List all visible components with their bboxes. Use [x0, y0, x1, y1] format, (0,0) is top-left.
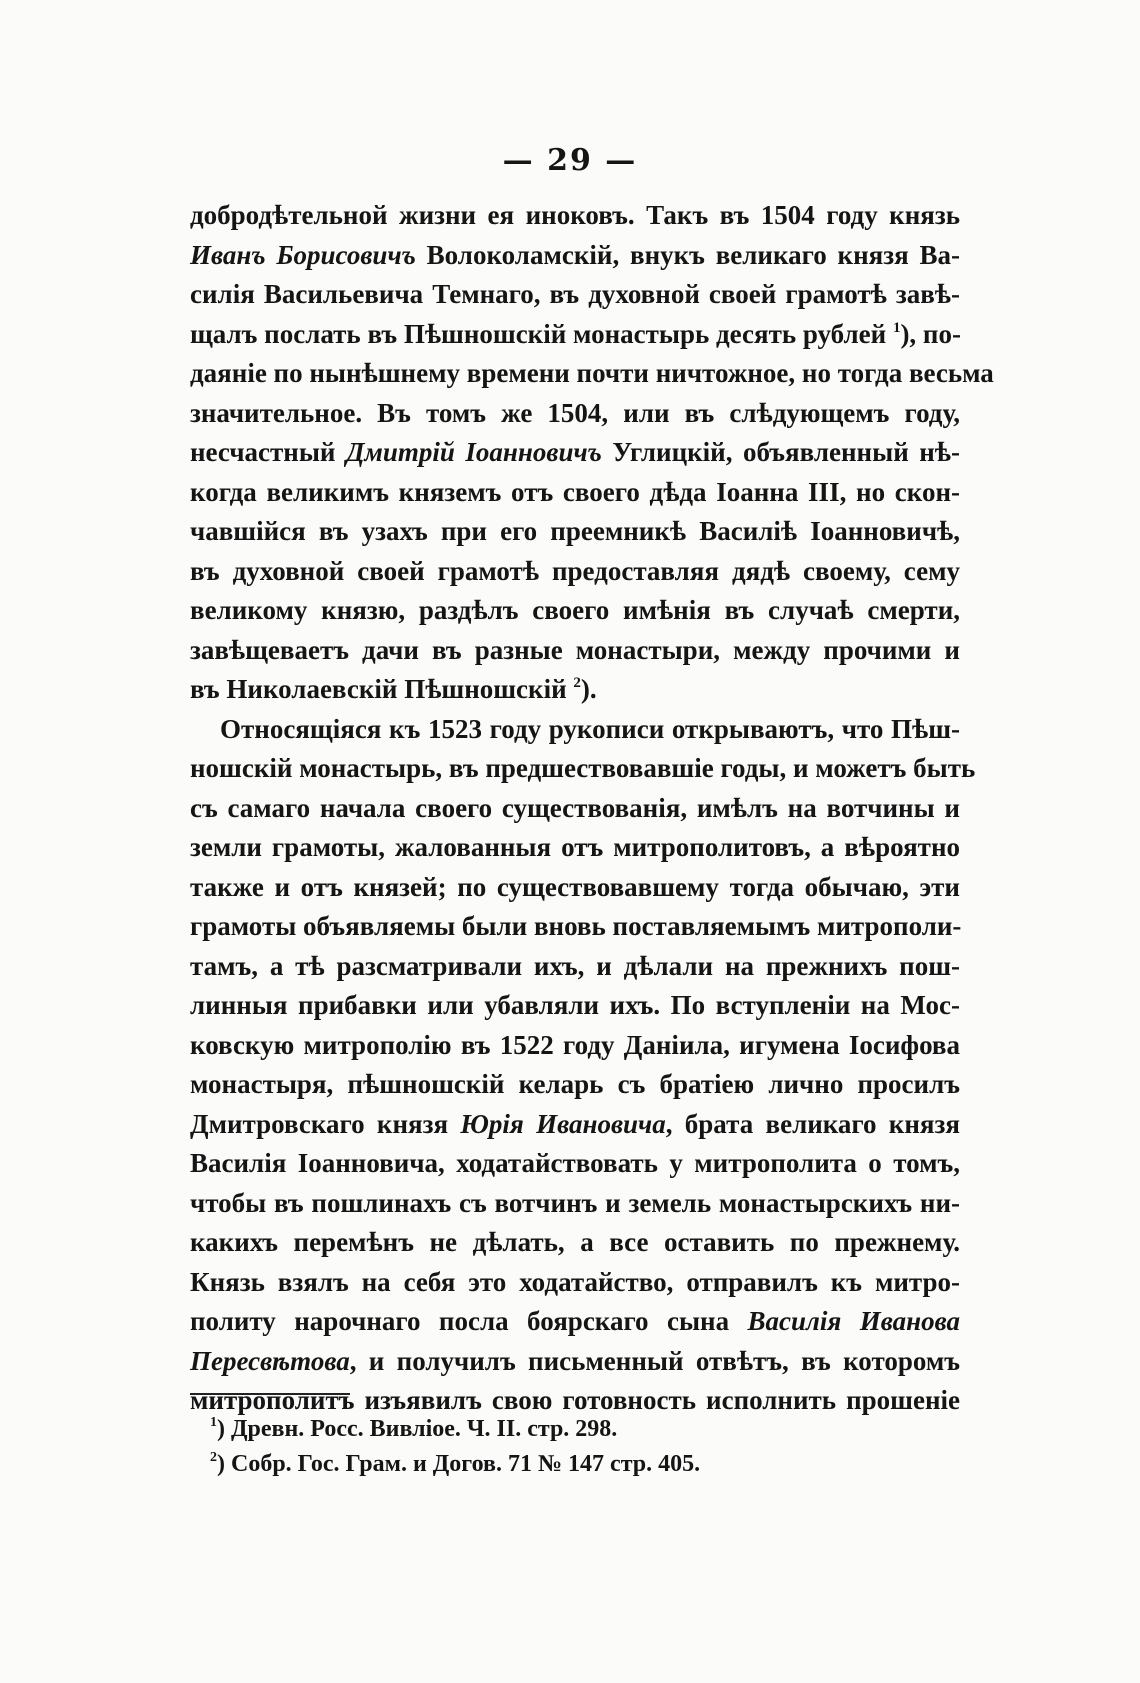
footnotes [210, 1412, 700, 1482]
text-line: силія Васильевича Темнаго, въ духовной своей грамотѣ завѣ- [190, 279, 960, 309]
footnote-divider [190, 1393, 350, 1395]
text-line: даяніе по нынѣшнему времени почти ничтожное, но тогда весьма [190, 358, 994, 388]
footnote: $^1$) Древн. Росс. Вивліое. Ч. II. стр. 298. [210, 1415, 618, 1442]
footnote-mark: 1 [210, 1415, 217, 1430]
text-line: въ духовной своей грамотѣ предоставляя дядѣ своему, сему [190, 555, 960, 586]
text-line: тамъ, а тѣ разсматривали ихъ, и дѣлали на прежнихъ пош- [190, 950, 960, 981]
text-line: Дмитровскаго князя Юрія Ивановича, брата великаго князя [190, 1108, 960, 1139]
text-line: Иванъ Борисовичъ Волоколамскій, внукъ великаго князя Ва- [190, 239, 960, 270]
text-line: завѣщеваетъ дачи въ разные монастыри, между прочими и [190, 634, 960, 665]
text-line: политу нарочнаго посла боярскаго сына Василія Иванова [190, 1306, 960, 1336]
footnote-ref[interactable]: 2 [573, 675, 581, 691]
person-name: Пересвѣтова [190, 1345, 350, 1376]
text-line: когда великимъ княземъ отъ своего дѣда Іоанна III, но скон- [190, 476, 960, 507]
page-number: — 29 — [502, 143, 638, 178]
text-line: чавшійся въ узахъ при его преемникѣ Василіѣ Іоанновичѣ, [190, 516, 960, 546]
person-name: Иванъ Борисовичъ [190, 239, 416, 270]
person-name: Василія Иванова [747, 1306, 960, 1336]
body-text [190, 196, 994, 1421]
footnote-mark: 2 [210, 1450, 217, 1465]
text-line: чтобы въ пошлинахъ съ вотчинъ и земель монастырскихъ ни- [190, 1187, 960, 1218]
text-line: несчастный Дмитрій Іоанновичъ Углицкій, объявленный нѣ- [190, 437, 960, 467]
text-line: значительное. Въ томъ же 1504, или въ слѣдующемъ году, [190, 397, 960, 428]
text-line: ковскую митрополію въ 1522 году Даніила, игумена Іосифова [190, 1029, 960, 1060]
text-line: ношскій монастырь, въ предшествовавшіе годы, и можетъ быть [190, 753, 976, 783]
text-line: Относящіяся къ 1523 году рукописи открываютъ, что Пѣш- [220, 713, 960, 744]
text-line: также и отъ князей; по существовавшему тогда обычаю, эти [190, 871, 960, 902]
footnote-ref[interactable]: 1 [892, 319, 901, 336]
text-line: Пересвѣтова, и получилъ письменный отвѣтъ, въ которомъ [190, 1345, 960, 1376]
text-line: монастыря, пѣшношскій келарь съ братіею лично просилъ [190, 1069, 960, 1099]
text-line: великому князю, раздѣлъ своего имѣнія въ случаѣ смерти, [190, 595, 960, 625]
text-line: добродѣтельной жизни ея иноковъ. Такъ въ 1504 году князь [190, 200, 960, 230]
text-line: въ Николаевскій Пѣшношскій $^2$). [190, 674, 597, 704]
text-line: митрополитъ изъявилъ свою готовность исполнить прошеніе [190, 1385, 960, 1415]
text-line: грамоты объявляемы были вновь поставляемымъ митрополи- [190, 911, 962, 941]
text-line: какихъ перемѣнъ не дѣлать, а все оставить по прежнему. [190, 1227, 960, 1257]
text-line: земли грамоты, жалованныя отъ митрополитовъ, а вѣроятно [190, 832, 960, 862]
person-name: Юрія Ивановича [460, 1108, 666, 1139]
text-line: съ самаго начала своего существованія, имѣлъ на вотчины и [190, 792, 960, 823]
text-line: щалъ послать въ Пѣшношскій монастырь десять рублей $^1$), по- [190, 318, 961, 349]
footnote: $^2$) Собр. Гос. Грам. и Догов. 71 № 147 стр. 405. [210, 1450, 701, 1477]
text-line: Василія Іоанновича, ходатайствовать у митрополита о томъ, [190, 1148, 960, 1178]
text-line: Князь взялъ на себя это ходатайство, отправилъ къ митро- [190, 1266, 960, 1297]
person-name: Дмитрій Іоанновичъ [345, 437, 602, 467]
text-line: линныя прибавки или убавляли ихъ. По вступленіи на Мос- [190, 990, 960, 1020]
